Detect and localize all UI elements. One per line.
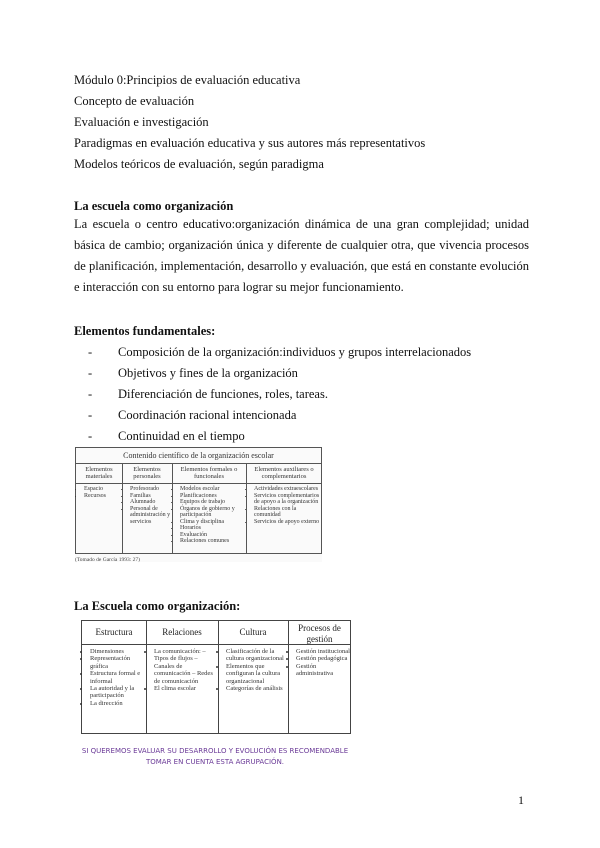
column-header: Estructura bbox=[82, 621, 146, 645]
list-item: • Evaluación bbox=[180, 532, 246, 539]
header-line-3: Evaluación e investigación bbox=[74, 115, 209, 129]
figure-escuela-organizacion bbox=[81, 620, 351, 738]
list-item: • Alumnado bbox=[130, 499, 172, 506]
figure-caption: (Tomado de García 1993: 27) bbox=[75, 557, 140, 563]
section-heading-escuela-organizacion: La Escuela como organización: bbox=[74, 599, 241, 613]
list-item: • Horarios bbox=[180, 525, 246, 532]
bullet-marker: - bbox=[88, 408, 93, 422]
list-item: - Composición de la organización:individuos y grupos interrelacionados bbox=[88, 345, 472, 359]
header-line-4: Paradigmas en evaluación educativa y sus autores más representativos bbox=[74, 136, 426, 150]
note-line-1: SI QUEREMOS EVALUAR SU DESARROLLO Y EVOLUCIÓN ES RECOMENDABLE bbox=[81, 747, 349, 755]
list-item: • Clima y disciplina bbox=[180, 519, 246, 526]
figure-table bbox=[81, 620, 351, 734]
list-item: • Gestión pedagógica bbox=[296, 655, 351, 662]
list-item: • Espacio bbox=[84, 486, 122, 493]
list-item: - Continuidad en el tiempo bbox=[88, 429, 245, 443]
page-number: 1 bbox=[518, 793, 524, 807]
bullet-marker: - bbox=[88, 387, 93, 401]
list-item: - Coordinación racional intencionada bbox=[88, 408, 297, 422]
list-item: • Representación gráfica bbox=[90, 655, 146, 670]
figure-column bbox=[76, 463, 123, 553]
figure-column bbox=[82, 621, 147, 733]
note-line-2: TOMAR EN CUENTA ESTA AGRUPACIÓN. bbox=[145, 758, 285, 766]
column-header: Elementos auxiliares o complementarios bbox=[246, 463, 322, 484]
header-line-1: Módulo 0:Principios de evaluación educativa bbox=[74, 73, 301, 87]
list-item: • Elementos que configuran la cultura organizacional bbox=[226, 663, 288, 685]
list-item: • Recursos bbox=[84, 493, 122, 500]
section-heading-escuela: La escuela como organización bbox=[74, 199, 234, 213]
figure-column bbox=[288, 621, 351, 733]
list-item: • Estructura formal e informal bbox=[90, 670, 146, 685]
bullet-list bbox=[88, 344, 471, 449]
list-item: - Diferenciación de funciones, roles, tareas. bbox=[88, 387, 328, 401]
figure-column bbox=[246, 463, 322, 553]
list-item: • Relaciones comunes bbox=[180, 538, 246, 545]
bullet-marker: - bbox=[88, 366, 93, 380]
list-item: • Órganos de gobierno y participación bbox=[180, 506, 246, 519]
list-item: • Gestión administrativa bbox=[296, 663, 351, 678]
list-item: • Categorías de análisis bbox=[226, 685, 288, 692]
figure-title: Contenido científico de la organización escolar bbox=[76, 448, 321, 464]
recommendation-note bbox=[65, 746, 365, 768]
header-line-2: Concepto de evaluación bbox=[74, 94, 195, 108]
header-line-5: Modelos teóricos de evaluación, según paradigma bbox=[74, 157, 324, 171]
list-item: • La dirección bbox=[90, 700, 146, 707]
column-header: Cultura bbox=[218, 621, 288, 645]
list-item: • Actividades extraescolares bbox=[254, 486, 322, 493]
column-header: Relaciones bbox=[146, 621, 218, 645]
list-item: • Modelos escolar bbox=[180, 486, 246, 493]
list-item: • Familias bbox=[130, 493, 172, 500]
bullet-marker: - bbox=[88, 429, 93, 443]
list-item: • Servicios complementarios de apoyo a la organización bbox=[254, 493, 322, 506]
section-paragraph: La escuela o centro educativo:organización dinámica de una gran complejidad; unidad básica de cambio; organización única y diferente de cualquier otra, que vivencia procesos de planificación, implementación, desarrollo y evaluación, que está en constante evolución e interacción con su entorno para lograr su mejor funcionamiento. bbox=[74, 217, 529, 294]
list-item: • Dimensiones bbox=[90, 648, 146, 655]
figure-column bbox=[172, 463, 247, 553]
column-header: Procesos de gestión bbox=[288, 621, 351, 645]
list-item: • La autoridad y la participación bbox=[90, 685, 146, 700]
list-item: - Objetivos y fines de la organización bbox=[88, 366, 298, 380]
list-item: • Servicios de apoyo externo bbox=[254, 519, 322, 526]
list-item: • Equipos de trabajo bbox=[180, 499, 246, 506]
column-header: Elementos personales bbox=[122, 463, 172, 484]
figure-column bbox=[122, 463, 173, 553]
list-item: • Personal de administración y servicios bbox=[130, 506, 172, 526]
list-item: • El clima escolar bbox=[154, 685, 218, 692]
list-item: • La comunicación: – Tipos de flujos – Canales de comunicación – Redes de comunicación bbox=[154, 648, 218, 685]
figure-column bbox=[218, 621, 289, 733]
list-item: • Gestión institucional bbox=[296, 648, 351, 655]
figure-column bbox=[146, 621, 219, 733]
section-heading-elementos: Elementos fundamentales: bbox=[74, 324, 216, 338]
list-item: • Relaciones con la comunidad bbox=[254, 506, 322, 519]
bullet-marker: - bbox=[88, 345, 93, 359]
figure-table bbox=[75, 447, 322, 554]
list-item: • Clasificación de la cultura organizacional bbox=[226, 648, 288, 663]
figure-organizacion-escolar bbox=[75, 447, 322, 562]
list-item: • Profesorado bbox=[130, 486, 172, 493]
column-header: Elementos formales o funcionales bbox=[172, 463, 246, 484]
list-item: • Planificaciones bbox=[180, 493, 246, 500]
column-header: Elementos materiales bbox=[76, 463, 122, 484]
